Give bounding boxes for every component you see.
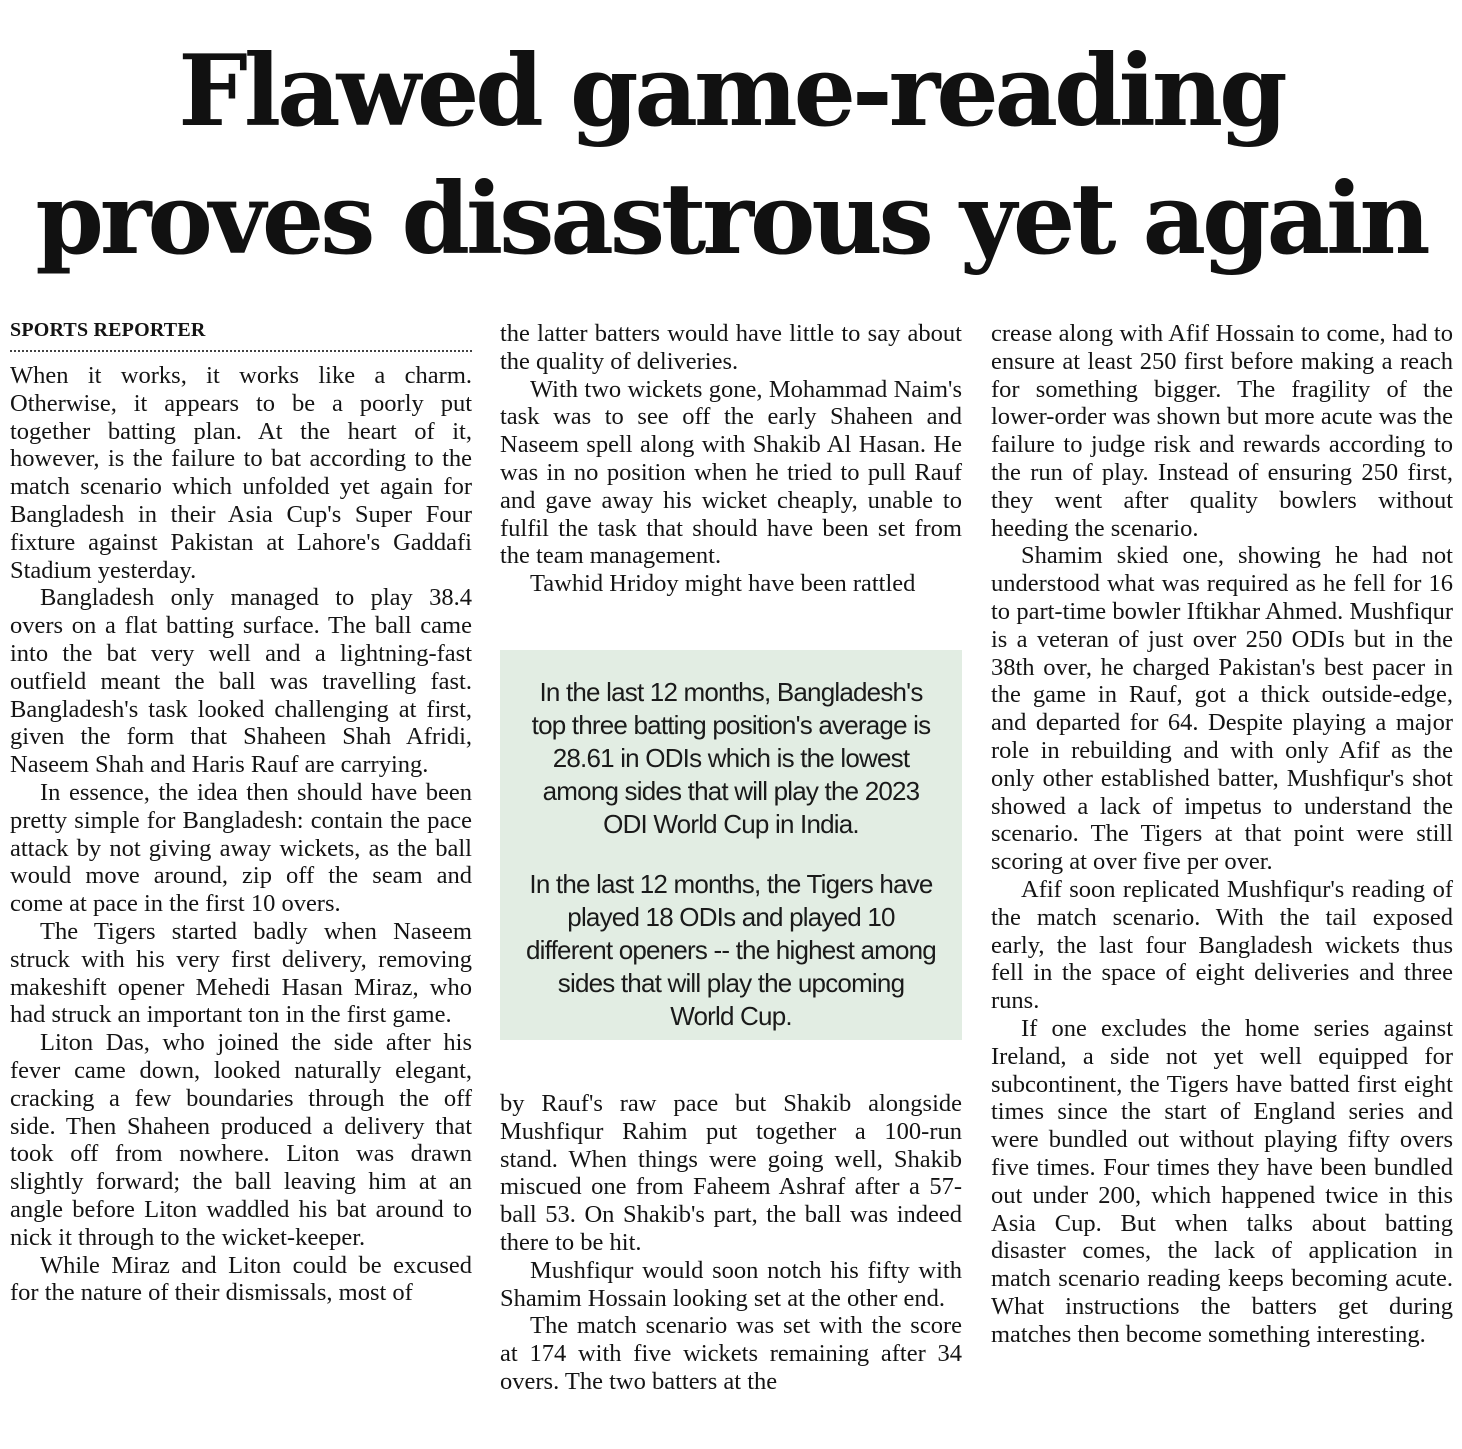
paragraph: the latter batters would have little to say about the quality of deliveries.	[500, 320, 962, 375]
paragraph: by Rauf's raw pace but Shakib alongside Mushfiqur Rahim put together a 100-run stand. When things were going well, Shakib miscued one from Faheem Ashraf after a 57-ball 53. On Shakib's part, the ball was indeed there to be hit.	[500, 1089, 962, 1256]
paragraph: Shamim skied one, showing he had not understood what was required as he fell for 16 to part-time bowler Iftikhar Ahmed. Mushfiqur is a veteran of just over 250 ODIs but in the 38th over, he charged Pakistan's best pacer in the game in Rauf, got a thick outside-edge, and departed for 64. Despite playing a major role in rebuilding and with only Afif as the only other established batter, Mushfiqur's shot showed a lack of impetus to understand the scenario. The Tigers at that point were still scoring at over five per over.	[991, 542, 1453, 876]
callout-fact-2: In the last 12 months, the Tigers have played 18 ODIs and played 10 different openers -- the highest among sides that will play the upcoming World Cup.	[526, 868, 936, 1031]
paragraph: Mushfiqur would soon notch his fifty with Shamim Hossain looking set at the other end.	[500, 1256, 962, 1312]
paragraph: Bangladesh only managed to play 38.4 overs on a flat batting surface. The ball came into the bat very well and a lightning-fast outfield meant the ball was travelling fast. Bangladesh's task looked challenging at first, given the form that Shaheen Shah Afridi, Naseem Shah and Haris Rauf are carrying.	[10, 584, 472, 779]
headline-line-1: Flawed game-reading	[178, 34, 1284, 149]
stats-callout-box	[500, 650, 962, 1040]
headline	[0, 28, 1462, 284]
paragraph: Afif soon replicated Mushfiqur's reading of the match scenario. With the tail exposed early, the last four Bangladesh wickets thus fell in the space of eight deliveries and three runs.	[991, 875, 1453, 1015]
paragraph: The match scenario was set with the score at 174 with five wickets remaining after 34 overs. The two batters at the	[500, 1312, 962, 1395]
article-column-1	[10, 318, 472, 1307]
paragraph: In essence, the idea then should have been pretty simple for Bangladesh: contain the pace attack by not giving away wickets, as the ball would move around, zip off the seam and come at pace in the first 10 overs.	[10, 778, 472, 918]
article-column-2	[500, 320, 962, 1396]
article-column-3	[991, 320, 1453, 1348]
paragraph: Tawhid Hridoy might have been rattled	[530, 570, 916, 598]
callout-fact-1: In the last 12 months, Bangladesh's top three batting position's average is 28.61 in ODIs which is the lowest among sides that will play the 2023 ODI World Cup in India.	[531, 676, 931, 839]
byline: SPORTS REPORTER	[10, 318, 472, 352]
paragraph: With two wickets gone, Mohammad Naim's task was to see off the early Shaheen and Naseem spell along with Shakib Al Hasan. He was in no position when he tried to pull Rauf and gave away his wicket cheaply, unable to fulfil the task that should have been set from the team management.	[500, 375, 962, 570]
paragraph: The Tigers started badly when Naseem struck with his very first delivery, removing makeshift opener Mehedi Hasan Miraz, who had struck an important ton in the first game.	[10, 917, 472, 1029]
paragraph: While Miraz and Liton could be excused for the nature of their dismissals, most of	[10, 1251, 472, 1307]
paragraph: When it works, it works like a charm. Otherwise, it appears to be a poorly put together batting plan. At the heart of it, however, is the failure to bat according to the match scenario which unfolded yet again for Bangladesh in their Asia Cup's Super Four fixture against Pakistan at Lahore's Gaddafi Stadium yesterday.	[10, 362, 472, 584]
paragraph: If one excludes the home series against Ireland, a side not yet well equipped for subcontinent, the Tigers have batted first eight times since the start of England series and were bundled out without playing fifty overs five times. Four times they have been bundled out under 200, which happened twice in this Asia Cup. But when talks about batting disaster comes, the lack of application in match scenario reading keeps becoming acute. What instructions the batters get during matches then become something interesting.	[991, 1014, 1453, 1348]
headline-line-2: proves disastrous yet again	[35, 162, 1427, 277]
paragraph: Liton Das, who joined the side after his fever came down, looked naturally elegant, cracking a few boundaries through the off side. Then Shaheen produced a delivery that took off from nowhere. Liton was drawn slightly forward; the ball leaving him at an angle before Liton waddled his bat around to nick it through to the wicket-keeper.	[10, 1029, 472, 1251]
paragraph: crease along with Afif Hossain to come, had to ensure at least 250 first before making a reach for something bigger. The fragility of the lower-order was shown but more acute was the failure to judge risk and rewards according to the run of play. Instead of ensuring 250 first, they went after quality bowlers without heeding the scenario.	[991, 320, 1453, 542]
